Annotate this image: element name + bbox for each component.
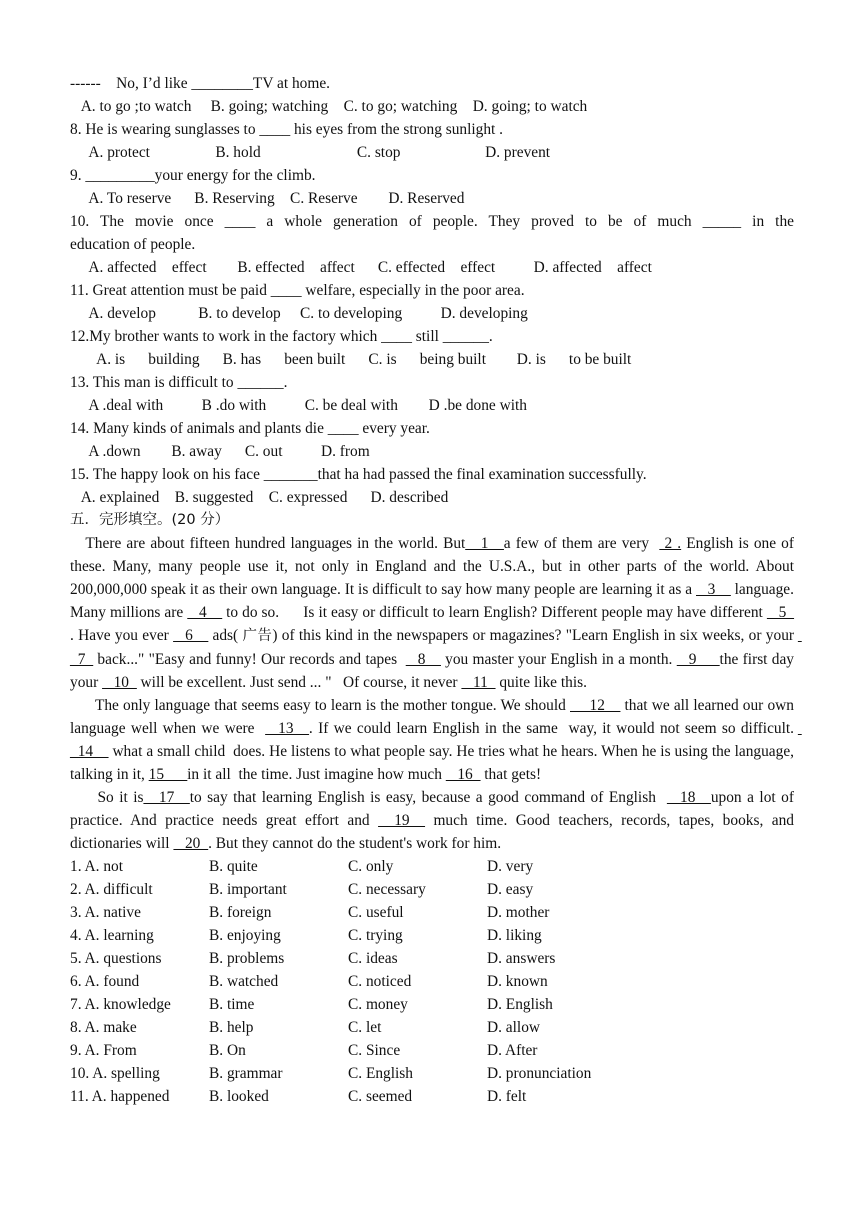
cloze-option: C. trying	[348, 927, 403, 944]
cloze-option: D. allow	[487, 1019, 541, 1036]
cloze-option: C. noticed	[348, 973, 412, 990]
cloze-paragraph-1	[70, 532, 802, 694]
cloze-blank: __12__	[570, 697, 621, 714]
question-options: A .deal with B .do with C. be deal with D .be done with	[70, 397, 527, 414]
cloze-text: English is one of these. Many, many people use it, not only in England and the U.S.A., but in other parts of the world. About 200,000,000 speak it as their own language. It is difficult to say how many people are learning it as a	[70, 535, 798, 598]
cloze-option: D. After	[487, 1042, 538, 1059]
cloze-blank: _3__	[696, 581, 731, 598]
cloze-option: C. necessary	[348, 881, 426, 898]
cloze-option-row	[70, 1062, 794, 1085]
question-options: A. affected effect B. effected affect C. effected effect D. affected affect	[70, 259, 652, 276]
cloze-blank: _8__	[405, 651, 441, 668]
cloze-option: D. English	[487, 996, 553, 1013]
cloze-option: B. important	[209, 881, 287, 898]
question-stem: 8. He is wearing sunglasses to ____ his eyes from the strong sunlight .	[70, 121, 504, 138]
cloze-blank: _13__	[265, 720, 309, 737]
question-14	[70, 417, 794, 463]
question-12	[70, 325, 794, 371]
cloze-option: 9. A. From	[70, 1042, 137, 1059]
cloze-option-row	[70, 1016, 794, 1039]
cloze-option: 11. A. happened	[70, 1088, 170, 1105]
cloze-blank: _4__	[187, 604, 223, 621]
cloze-option-row	[70, 1085, 794, 1108]
cloze-option: C. useful	[348, 904, 404, 921]
cloze-blank: _9___	[676, 651, 720, 668]
question-10	[70, 210, 794, 279]
question-stem: 12.My brother wants to work in the factory which ____ still ______.	[70, 328, 493, 345]
cloze-option: C. English	[348, 1065, 413, 1082]
cloze-blank: __17__	[143, 789, 190, 806]
cloze-option-row	[70, 993, 794, 1016]
question-stem: 10. The movie once ____ a whole generation of people. They proved to be of much _____ in the	[70, 213, 794, 230]
cloze-text: to say that learning English is easy, because a good command of English	[189, 789, 667, 806]
cloze-text-cjk: 广告	[242, 628, 273, 644]
cloze-option: D. answers	[487, 950, 556, 967]
cloze-text: language. Many millions are	[70, 581, 798, 621]
cloze-option: D. easy	[487, 881, 534, 898]
cloze-option-row	[70, 924, 794, 947]
cloze-text: . But they cannot do the student's work for him.	[208, 835, 502, 852]
cloze-text: The only language that seems easy to learn is the mother tongue. We should	[70, 697, 570, 714]
cloze-text: ) of this kind in the newspapers or magazines? "Learn English in six weeks, or your	[272, 627, 798, 644]
cloze-blank: _20_	[173, 835, 209, 852]
cloze-option-row	[70, 970, 794, 993]
cloze-option: B. looked	[209, 1088, 269, 1105]
cloze-option: B. problems	[209, 950, 285, 967]
question-stem: 9. _________your energy for the climb.	[70, 167, 316, 184]
cloze-option: C. Since	[348, 1042, 401, 1059]
cloze-option: D. liking	[487, 927, 542, 944]
cloze-text: . If we could learn English in the same way, it would not seem so difficult.	[308, 720, 798, 737]
cloze-option: 4. A. learning	[70, 927, 154, 944]
cloze-option: C. seemed	[348, 1088, 413, 1105]
cloze-option: D. known	[487, 973, 548, 990]
question-options: A. explained B. suggested C. expressed D. described	[70, 489, 449, 506]
worksheet-page	[70, 72, 802, 1108]
cloze-blank: _10_	[102, 674, 137, 691]
cloze-option: B. time	[209, 996, 255, 1013]
cloze-text: that gets!	[480, 766, 542, 783]
cloze-text: will be excellent. Just send ... " Of course, it never	[136, 674, 462, 691]
question-7-continued	[70, 72, 794, 118]
cloze-text: . Have you ever	[70, 604, 798, 644]
cloze-option: B. enjoying	[209, 927, 281, 944]
cloze-text: what a small child does. He listens to what people say. He tries what he hears. When he is using the language, talking in it,	[70, 743, 798, 783]
cloze-text: much time. Good teachers, records, tapes, books, and dictionaries will	[70, 812, 798, 852]
cloze-text: a few of them are very	[503, 535, 660, 552]
cloze-option: D. mother	[487, 904, 550, 921]
cloze-options-list	[70, 855, 794, 1108]
cloze-option: B. foreign	[209, 904, 272, 921]
cloze-paragraph-3	[70, 786, 798, 855]
question-options: A. develop B. to develop C. to developing D. developing	[70, 305, 528, 322]
cloze-option: 8. A. make	[70, 1019, 137, 1036]
cloze-option-row	[70, 901, 794, 924]
cloze-text: back..." "Easy and funny! Our records and tapes	[93, 651, 406, 668]
cloze-text: So it is	[70, 789, 144, 806]
cloze-option: B. quite	[209, 858, 258, 875]
cloze-option: D. very	[487, 858, 534, 875]
cloze-text: that we all learned our own language well when we were	[70, 697, 798, 737]
cloze-option: C. ideas	[348, 950, 398, 967]
cloze-text: There are about fifteen hundred languages in the world. But	[70, 535, 466, 552]
question-stem-continued: education of people.	[70, 236, 196, 253]
cloze-option: 5. A. questions	[70, 950, 162, 967]
question-stem: 15. The happy look on his face _______that ha had passed the final examination successfully.	[70, 466, 647, 483]
cloze-blank: _11_	[461, 674, 496, 691]
question-options: A. To reserve B. Reserving C. Reserve D. Reserved	[70, 190, 465, 207]
question-options: A. is building B. has been built C. is being built D. is to be built	[70, 351, 632, 368]
cloze-option-row	[70, 855, 794, 878]
question-15	[70, 463, 794, 509]
cloze-blank: 15___	[148, 766, 188, 783]
cloze-text: the first day your	[70, 651, 798, 691]
question-options: A. protect B. hold C. stop D. prevent	[70, 144, 551, 161]
question-stem: 14. Many kinds of animals and plants die ____ every year.	[70, 420, 430, 437]
cloze-text: you master your English in a month.	[440, 651, 677, 668]
cloze-blank: _5_	[766, 604, 794, 621]
cloze-blank: _19__	[378, 812, 425, 829]
question-stem: 11. Great attention must be paid ____ welfare, especially in the poor area.	[70, 282, 525, 299]
question-13	[70, 371, 794, 417]
cloze-option: B. grammar	[209, 1065, 283, 1082]
cloze-option-row	[70, 947, 794, 970]
cloze-option: C. only	[348, 858, 394, 875]
question-11	[70, 279, 794, 325]
cloze-option: 7. A. knowledge	[70, 996, 171, 1013]
question-stem: ------ No, I’d like ________TV at home.	[70, 75, 331, 92]
cloze-option-row	[70, 878, 794, 901]
cloze-text: ads(	[208, 627, 243, 644]
cloze-blank: _6__	[173, 627, 209, 644]
cloze-option: 10. A. spelling	[70, 1065, 160, 1082]
cloze-option: B. On	[209, 1042, 246, 1059]
cloze-blank: _18__	[666, 789, 711, 806]
cloze-option: 1. A. not	[70, 858, 124, 875]
cloze-text: in it all the time. Just imagine how much	[187, 766, 446, 783]
cloze-option: C. money	[348, 996, 408, 1013]
question-options: A. to go ;to watch B. going; watching C. to go; watching D. going; to watch	[70, 98, 588, 115]
cloze-option: D. pronunciation	[487, 1065, 592, 1082]
section-5-heading: 五．完形填空。(20 分）	[70, 512, 230, 528]
cloze-blank: 2 .	[659, 535, 682, 552]
cloze-text: upon a lot of practice. And practice needs great effort and	[70, 789, 798, 829]
cloze-option: 6. A. found	[70, 973, 140, 990]
cloze-option: 3. A. native	[70, 904, 141, 921]
cloze-option: C. let	[348, 1019, 382, 1036]
cloze-option: D. felt	[487, 1088, 527, 1105]
cloze-text: quite like this.	[495, 674, 587, 691]
cloze-blank: _7_	[70, 627, 802, 668]
cloze-option: B. help	[209, 1019, 254, 1036]
cloze-option: B. watched	[209, 973, 279, 990]
cloze-option-row	[70, 1039, 794, 1062]
question-options: A .down B. away C. out D. from	[70, 443, 370, 460]
cloze-blank: _16_	[445, 766, 481, 783]
cloze-option: 2. A. difficult	[70, 881, 153, 898]
question-9	[70, 164, 794, 210]
question-8	[70, 118, 794, 164]
cloze-text: to do so. Is it easy or difficult to learn English? Different people may have different	[222, 604, 767, 621]
question-stem: 13. This man is difficult to ______.	[70, 374, 288, 391]
cloze-blank: __1__	[465, 535, 504, 552]
cloze-paragraph-2	[70, 694, 802, 786]
cloze-blank: _14__	[70, 720, 802, 760]
